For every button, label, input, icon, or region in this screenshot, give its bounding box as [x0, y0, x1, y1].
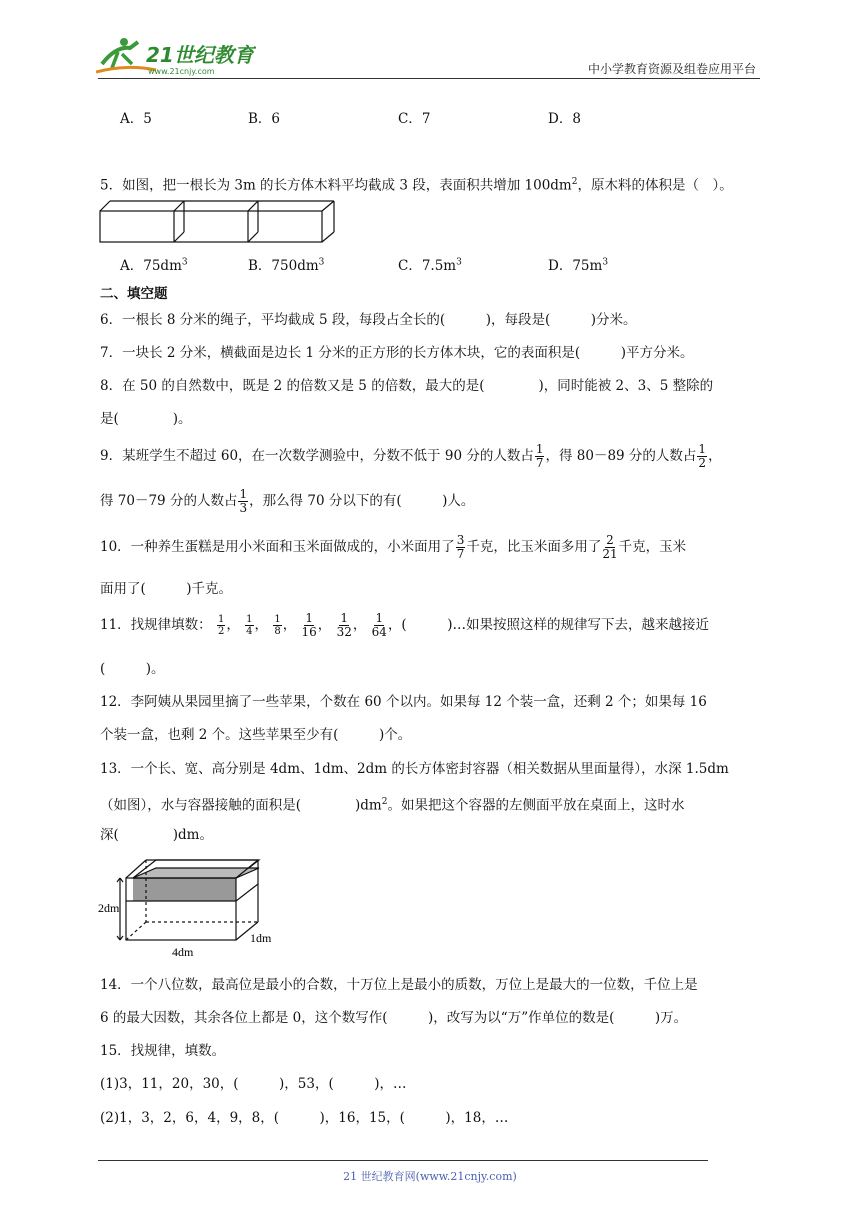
question-10-line1: 10．一种养生蛋糕是用小米面和玉米面做成的，小米面用了 $\frac{3}{7}$ 千克，比玉米面多用了 $\frac{2}{21}$ 千克，玉米	[100, 533, 687, 561]
question-9-line1: 9．某班学生不超过 60，在一次数学测验中，分数不低于 90 分的人数占 $\frac{1}{7}$ ，得 80－89 分的人数占 $\frac{1}{2}$ ，	[100, 442, 722, 470]
fig-width-label: 1dm	[250, 931, 272, 945]
question-9-line2: 得 70－79 分的人数占 $\frac{1}{3}$ ，那么得 70 分以下的有( )人。	[100, 487, 475, 515]
footer-text: 21 世纪教育网(www.21cnjy.com)	[343, 1170, 517, 1183]
site-logo	[96, 34, 256, 82]
question-12-line1: 12．李阿姨从果园里摘了一些苹果，个数在 60 个以内。如果每 12 个装一盒，还剩 2 个；如果每 16	[100, 694, 707, 710]
q4-option-c: C．7	[398, 111, 431, 127]
footer-divider	[98, 1160, 708, 1161]
question-13-line3: 深( )dm。	[100, 827, 213, 843]
question-11-line2: ( )。	[100, 661, 165, 677]
question-15-part1: (1)3，11，20，30，( )，53，( )，…	[100, 1076, 407, 1092]
container-figure	[98, 854, 288, 964]
fig-length-label: 4dm	[172, 945, 194, 959]
logo-url: www.21cnjy.com	[148, 67, 215, 76]
logo-text: 21世纪教育	[146, 43, 254, 67]
question-6: 6．一根长 8 分米的绳子，平均截成 5 段，每段占全长的( )，每段是( )分米。	[100, 312, 637, 328]
q5-option-a: A．$75dm^3$	[120, 257, 188, 274]
q5-option-c: C．$7.5m^3$	[398, 257, 462, 274]
question-11-line1: 11．找规律填数： $\frac{1}{2}$ ， $\frac{1}{4}$ ， $\frac{1}{8}$ ， $\frac{1}{16}$ ， $\frac{1}{32}$ ， $\frac{1}{64}$ ，( )…如果按照这样的规律写下去，越来越接近	[100, 611, 709, 639]
question-8-line1: 8．在 50 的自然数中，既是 2 的倍数又是 5 的倍数，最大的是( )，同时能被 2、3、5 整除的	[100, 378, 714, 394]
question-8-line2: 是( )。	[100, 411, 192, 427]
fig-height-label: 2dm	[98, 901, 120, 915]
header-platform-text: 中小学教育资源及组卷应用平台	[587, 62, 756, 76]
q5-option-b: B．$750dm^3$	[248, 257, 325, 274]
question-12-line2: 个装一盒，也剩 2 个。这些苹果至少有( )个。	[100, 727, 412, 743]
question-14-line1: 14．一个八位数，最高位是最小的合数，十万位上是最小的质数，万位上是最大的一位数，千位上是	[100, 977, 698, 993]
question-15-part2: (2)1，3，2，6，4，9，8，( )，16，15，( )，18，…	[100, 1110, 509, 1126]
question-13-line2: （如图），水与容器接触的面积是( )$dm^2$。如果把这个容器的左侧面平放在桌面上，这时水	[100, 797, 685, 814]
q5-option-d: D．$75m^3$	[548, 257, 609, 274]
q4-option-b: B．6	[248, 111, 281, 127]
q4-option-d: D．8	[548, 111, 581, 127]
question-13-line1: 13．一个长、宽、高分别是 4dm、1dm、2dm 的长方体密封容器（相关数据从里面量得），水深 1.5dm	[100, 761, 729, 777]
question-5: 5．如图，把一根长为 3m 的长方体木料平均截成 3 段，表面积共增加 $100dm^2$，原木料的体积是（ ）。	[100, 177, 733, 194]
question-15: 15．找规律，填数。	[100, 1043, 226, 1059]
question-14-line2: 6 的最大因数，其余各位上都是 0，这个数写作( )，改写为以“万”作单位的数是( )万。	[100, 1010, 688, 1026]
header-divider	[98, 78, 760, 79]
question-10-line2: 面用了( )千克。	[100, 581, 233, 597]
question-7: 7．一块长 2 分米，横截面是边长 1 分米的正方形的长方体木块，它的表面积是( )平方分米。	[100, 345, 694, 361]
q4-option-a: A．5	[120, 111, 152, 127]
section-title-fill-in: 二、填空题	[100, 286, 168, 302]
wood-block-figure	[98, 199, 338, 249]
